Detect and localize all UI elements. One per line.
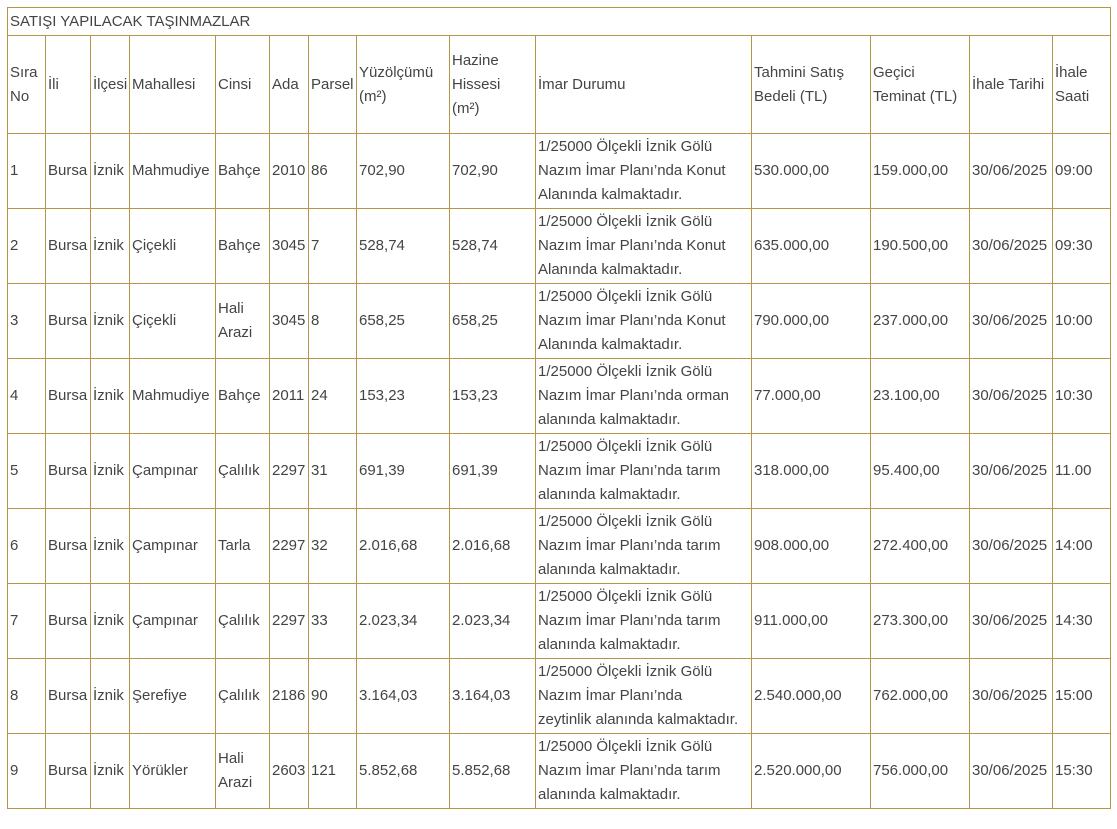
cell-ilce: İznik xyxy=(91,209,130,284)
cell-cins: Çalılık xyxy=(216,434,270,509)
header-row xyxy=(8,36,1111,134)
cell-ada: 3045 xyxy=(270,284,309,359)
cell-imar: 1/25000 Ölçekli İznik Gölü Nazım İmar Planı’nda Konut Alanında kalmaktadır. xyxy=(536,284,752,359)
cell-ilce: İznik xyxy=(91,734,130,809)
cell-il: Bursa xyxy=(46,509,91,584)
cell-saat: 09:30 xyxy=(1053,209,1111,284)
cell-ada: 2011 xyxy=(270,359,309,434)
cell-hazine: 702,90 xyxy=(450,134,536,209)
cell-teminat: 273.300,00 xyxy=(871,584,970,659)
cell-imar: 1/25000 Ölçekli İznik Gölü Nazım İmar Planı’nda zeytinlik alanında kalmaktadır. xyxy=(536,659,752,734)
cell-mahalle: Mahmudiye xyxy=(130,134,216,209)
cell-ilce: İznik xyxy=(91,134,130,209)
cell-yuzolcum: 691,39 xyxy=(357,434,450,509)
cell-bedel: 2.520.000,00 xyxy=(752,734,871,809)
cell-parsel: 7 xyxy=(309,209,357,284)
cell-yuzolcum: 5.852,68 xyxy=(357,734,450,809)
header-saat: İhale Saati xyxy=(1053,36,1111,134)
cell-yuzolcum: 2.016,68 xyxy=(357,509,450,584)
cell-ada: 2297 xyxy=(270,584,309,659)
cell-cins: Hali Arazi xyxy=(216,734,270,809)
cell-tarih: 30/06/2025 xyxy=(970,734,1053,809)
cell-bedel: 908.000,00 xyxy=(752,509,871,584)
cell-saat: 10:30 xyxy=(1053,359,1111,434)
cell-teminat: 272.400,00 xyxy=(871,509,970,584)
cell-parsel: 90 xyxy=(309,659,357,734)
cell-ilce: İznik xyxy=(91,659,130,734)
cell-ilce: İznik xyxy=(91,584,130,659)
cell-mahalle: Çampınar xyxy=(130,509,216,584)
cell-ilce: İznik xyxy=(91,359,130,434)
cell-cins: Tarla xyxy=(216,509,270,584)
cell-yuzolcum: 2.023,34 xyxy=(357,584,450,659)
cell-mahalle: Mahmudiye xyxy=(130,359,216,434)
table-row xyxy=(8,434,1111,509)
cell-parsel: 32 xyxy=(309,509,357,584)
cell-cins: Çalılık xyxy=(216,659,270,734)
cell-no: 7 xyxy=(8,584,46,659)
cell-hazine: 2.016,68 xyxy=(450,509,536,584)
cell-no: 4 xyxy=(8,359,46,434)
cell-bedel: 635.000,00 xyxy=(752,209,871,284)
cell-teminat: 237.000,00 xyxy=(871,284,970,359)
cell-teminat: 190.500,00 xyxy=(871,209,970,284)
cell-saat: 10:00 xyxy=(1053,284,1111,359)
properties-table xyxy=(7,7,1111,809)
cell-mahalle: Yörükler xyxy=(130,734,216,809)
cell-ada: 2297 xyxy=(270,509,309,584)
header-yuzolcum: Yüzölçümü (m²) xyxy=(357,36,450,134)
cell-saat: 15:00 xyxy=(1053,659,1111,734)
cell-saat: 14:30 xyxy=(1053,584,1111,659)
cell-il: Bursa xyxy=(46,284,91,359)
cell-saat: 15:30 xyxy=(1053,734,1111,809)
header-bedel: Tahmini Satış Bedeli (TL) xyxy=(752,36,871,134)
cell-no: 3 xyxy=(8,284,46,359)
table-row xyxy=(8,209,1111,284)
header-tarih: İhale Tarihi xyxy=(970,36,1053,134)
table-title: SATIŞI YAPILACAK TAŞINMAZLAR xyxy=(8,8,1111,36)
header-ada: Ada xyxy=(270,36,309,134)
cell-ada: 2297 xyxy=(270,434,309,509)
cell-parsel: 121 xyxy=(309,734,357,809)
header-parsel: Parsel xyxy=(309,36,357,134)
cell-teminat: 159.000,00 xyxy=(871,134,970,209)
cell-no: 2 xyxy=(8,209,46,284)
header-ilce: İlçesi xyxy=(91,36,130,134)
cell-imar: 1/25000 Ölçekli İznik Gölü Nazım İmar Planı’nda tarım alanında kalmaktadır. xyxy=(536,509,752,584)
cell-mahalle: Çiçekli xyxy=(130,209,216,284)
cell-saat: 09:00 xyxy=(1053,134,1111,209)
cell-tarih: 30/06/2025 xyxy=(970,659,1053,734)
cell-yuzolcum: 153,23 xyxy=(357,359,450,434)
cell-parsel: 24 xyxy=(309,359,357,434)
cell-teminat: 95.400,00 xyxy=(871,434,970,509)
cell-saat: 11.00 xyxy=(1053,434,1111,509)
cell-saat: 14:00 xyxy=(1053,509,1111,584)
cell-no: 5 xyxy=(8,434,46,509)
table-row xyxy=(8,134,1111,209)
cell-hazine: 658,25 xyxy=(450,284,536,359)
cell-ilce: İznik xyxy=(91,284,130,359)
cell-no: 6 xyxy=(8,509,46,584)
cell-cins: Bahçe xyxy=(216,359,270,434)
cell-yuzolcum: 528,74 xyxy=(357,209,450,284)
header-mahalle: Mahallesi xyxy=(130,36,216,134)
cell-no: 8 xyxy=(8,659,46,734)
cell-tarih: 30/06/2025 xyxy=(970,434,1053,509)
cell-yuzolcum: 658,25 xyxy=(357,284,450,359)
cell-teminat: 756.000,00 xyxy=(871,734,970,809)
cell-imar: 1/25000 Ölçekli İznik Gölü Nazım İmar Planı’nda Konut Alanında kalmaktadır. xyxy=(536,134,752,209)
cell-mahalle: Çiçekli xyxy=(130,284,216,359)
table-row xyxy=(8,659,1111,734)
cell-cins: Çalılık xyxy=(216,584,270,659)
cell-bedel: 530.000,00 xyxy=(752,134,871,209)
cell-ada: 2603 xyxy=(270,734,309,809)
cell-ilce: İznik xyxy=(91,434,130,509)
cell-il: Bursa xyxy=(46,134,91,209)
header-il: İli xyxy=(46,36,91,134)
cell-parsel: 31 xyxy=(309,434,357,509)
cell-tarih: 30/06/2025 xyxy=(970,359,1053,434)
cell-teminat: 23.100,00 xyxy=(871,359,970,434)
cell-tarih: 30/06/2025 xyxy=(970,584,1053,659)
cell-il: Bursa xyxy=(46,434,91,509)
cell-parsel: 86 xyxy=(309,134,357,209)
cell-il: Bursa xyxy=(46,734,91,809)
cell-imar: 1/25000 Ölçekli İznik Gölü Nazım İmar Planı’nda Konut Alanında kalmaktadır. xyxy=(536,209,752,284)
header-sira: Sıra No xyxy=(8,36,46,134)
cell-ada: 2186 xyxy=(270,659,309,734)
cell-ada: 3045 xyxy=(270,209,309,284)
cell-hazine: 5.852,68 xyxy=(450,734,536,809)
cell-il: Bursa xyxy=(46,359,91,434)
cell-mahalle: Çampınar xyxy=(130,584,216,659)
table-row xyxy=(8,359,1111,434)
table-row xyxy=(8,734,1111,809)
cell-parsel: 8 xyxy=(309,284,357,359)
cell-imar: 1/25000 Ölçekli İznik Gölü Nazım İmar Planı’nda orman alanında kalmaktadır. xyxy=(536,359,752,434)
cell-cins: Bahçe xyxy=(216,134,270,209)
cell-tarih: 30/06/2025 xyxy=(970,134,1053,209)
cell-no: 9 xyxy=(8,734,46,809)
cell-cins: Bahçe xyxy=(216,209,270,284)
cell-imar: 1/25000 Ölçekli İznik Gölü Nazım İmar Planı’nda tarım alanında kalmaktadır. xyxy=(536,734,752,809)
cell-bedel: 318.000,00 xyxy=(752,434,871,509)
table-row xyxy=(8,584,1111,659)
cell-hazine: 528,74 xyxy=(450,209,536,284)
header-hazine: Hazine Hissesi (m²) xyxy=(450,36,536,134)
cell-mahalle: Çampınar xyxy=(130,434,216,509)
header-imar: İmar Durumu xyxy=(536,36,752,134)
cell-bedel: 911.000,00 xyxy=(752,584,871,659)
table-row xyxy=(8,284,1111,359)
cell-bedel: 790.000,00 xyxy=(752,284,871,359)
cell-tarih: 30/06/2025 xyxy=(970,284,1053,359)
cell-mahalle: Şerefiye xyxy=(130,659,216,734)
cell-teminat: 762.000,00 xyxy=(871,659,970,734)
cell-tarih: 30/06/2025 xyxy=(970,509,1053,584)
cell-hazine: 691,39 xyxy=(450,434,536,509)
cell-ilce: İznik xyxy=(91,509,130,584)
cell-no: 1 xyxy=(8,134,46,209)
cell-hazine: 2.023,34 xyxy=(450,584,536,659)
cell-ada: 2010 xyxy=(270,134,309,209)
header-cins: Cinsi xyxy=(216,36,270,134)
cell-il: Bursa xyxy=(46,209,91,284)
cell-hazine: 3.164,03 xyxy=(450,659,536,734)
table-row xyxy=(8,509,1111,584)
cell-bedel: 77.000,00 xyxy=(752,359,871,434)
cell-imar: 1/25000 Ölçekli İznik Gölü Nazım İmar Planı’nda tarım alanında kalmaktadır. xyxy=(536,434,752,509)
cell-il: Bursa xyxy=(46,584,91,659)
cell-il: Bursa xyxy=(46,659,91,734)
cell-yuzolcum: 3.164,03 xyxy=(357,659,450,734)
header-teminat: Geçici Teminat (TL) xyxy=(871,36,970,134)
cell-tarih: 30/06/2025 xyxy=(970,209,1053,284)
cell-parsel: 33 xyxy=(309,584,357,659)
cell-bedel: 2.540.000,00 xyxy=(752,659,871,734)
cell-imar: 1/25000 Ölçekli İznik Gölü Nazım İmar Planı’nda tarım alanında kalmaktadır. xyxy=(536,584,752,659)
cell-hazine: 153,23 xyxy=(450,359,536,434)
cell-yuzolcum: 702,90 xyxy=(357,134,450,209)
cell-cins: Hali Arazi xyxy=(216,284,270,359)
